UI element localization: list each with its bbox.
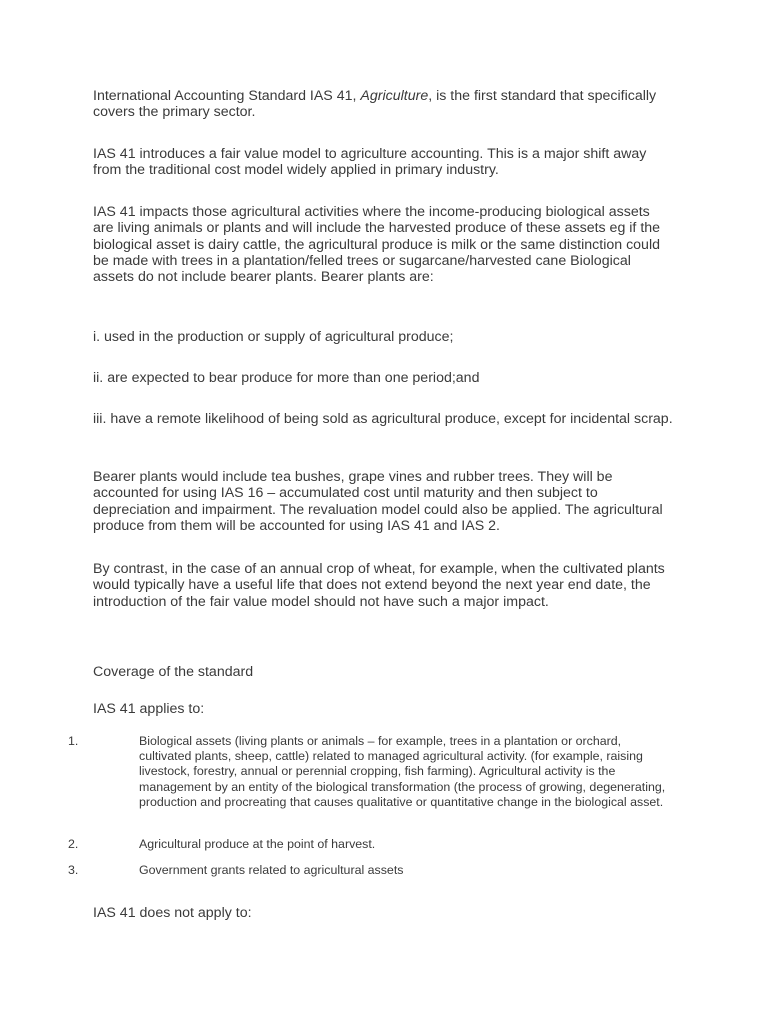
applies-to-heading: IAS 41 applies to: <box>93 701 205 717</box>
fair-value-paragraph: IAS 41 introduces a fair value model to agriculture accounting. This is a major shift away from the traditional cost model widely applied in primary industry. <box>93 146 647 179</box>
not-apply-heading: IAS 41 does not apply to: <box>93 905 252 921</box>
list-item <box>68 863 678 879</box>
bearer-criterion-iii: iii. have a remote likelihood of being sold as agricultural produce, except for incidental scrap. <box>93 411 673 427</box>
list-item-text: Biological assets (living plants or animals – for example, trees in a plantation or orchard, cultivated plants, sheep, cattle) related to managed agricultural activity. (for example, raising livestock, forestry, annual or perennial cropping, fish farming). Agricultural activity is the management by an entity of the biological transformation (the process of growing, degenerating, production and procreating that causes qualitative or quantitative change in the biological asset. <box>139 734 666 809</box>
intro-paragraph <box>93 88 673 121</box>
list-item-number: 3. <box>68 863 79 877</box>
contrast-paragraph: By contrast, in the case of an annual crop of wheat, for example, when the cultivated plants would typically have a useful life that does not extend beyond the next year end date, the introduction of the fair value model should not have such a major impact. <box>93 561 665 610</box>
list-item <box>68 734 678 826</box>
list-item-number: 2. <box>68 837 79 851</box>
bearer-criterion-ii: ii. are expected to bear produce for more than one period;and <box>93 370 480 386</box>
list-item-text: Agricultural produce at the point of harvest. <box>139 837 376 851</box>
bearer-criterion-i: i. used in the production or supply of agricultural produce; <box>93 329 454 345</box>
intro-text-start: International Accounting Standard IAS 41, <box>93 88 361 104</box>
list-item-text: Government grants related to agricultural assets <box>139 863 404 877</box>
list-item-number: 1. <box>68 734 79 748</box>
coverage-heading: Coverage of the standard <box>93 664 254 680</box>
list-item <box>68 837 678 853</box>
bearer-plants-paragraph: Bearer plants would include tea bushes, grape vines and rubber trees. They will be accounted for using IAS 16 – accumulated cost until maturity and then subject to depreciation and impairment. The revaluation model could also be applied. The agricultural produce from them will be accounted for using IAS 41 and IAS 2. <box>93 469 663 534</box>
impact-paragraph: IAS 41 impacts those agricultural activities where the income-producing biological assets are living animals or plants and will include the harvested produce of these assets eg if the biological asset is dairy cattle, the agricultural produce is milk or the same distinction could be made with trees in a plantation/felled trees or sugarcane/harvested cane Biological assets do not include bearer plants. Bearer plants are: <box>93 204 661 286</box>
standard-title: Agriculture <box>360 88 429 104</box>
intro-text-end: , is the first standard that specifically covers the primary sector. <box>93 88 657 121</box>
